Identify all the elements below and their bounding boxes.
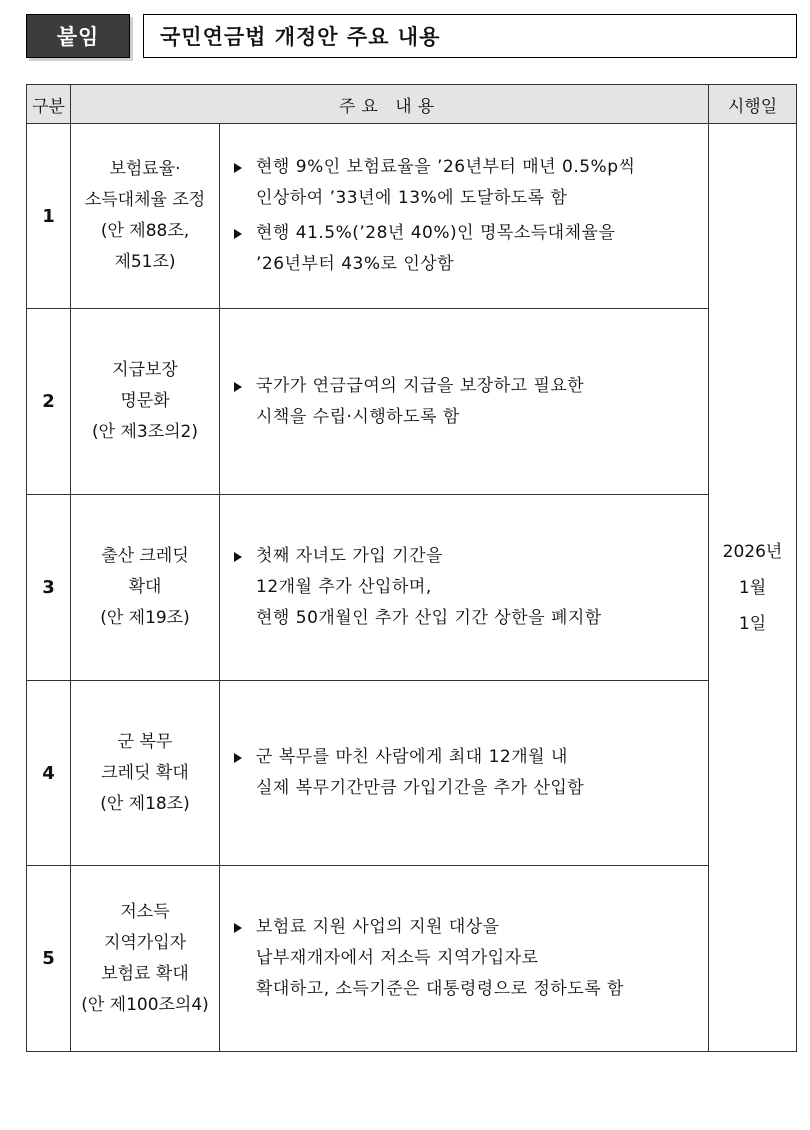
- row-item: [71, 495, 220, 681]
- table-header-row: [27, 85, 797, 124]
- row-number: 1: [27, 124, 71, 309]
- amendment-table: [26, 84, 797, 1052]
- bullet-line: 시책을 수립·시행하도록 함: [256, 406, 460, 427]
- table-row: [27, 681, 797, 866]
- column-header-content: 주요 내용: [71, 85, 709, 124]
- bullet-line: 현행 41.5%(’28년 40%)인 명목소득대체율을: [256, 223, 616, 243]
- triangle-bullet-icon: [234, 552, 242, 562]
- row-item: [71, 124, 220, 309]
- item-line: 보험료 확대: [101, 963, 189, 984]
- effective-date-month: 1월: [738, 577, 767, 598]
- row-item: [71, 681, 220, 866]
- bullet-line: ’26년부터 43%로 인상함: [256, 254, 455, 274]
- item-line: (안 제88조,: [100, 221, 190, 241]
- row-number: 4: [27, 681, 71, 866]
- triangle-bullet-icon: [234, 753, 242, 763]
- row-content: [220, 124, 709, 309]
- item-line: 지역가입자: [103, 932, 187, 953]
- content-bullet: [234, 218, 698, 280]
- column-header-effective-date: 시행일: [709, 85, 797, 124]
- item-line: 지급보장: [112, 360, 178, 380]
- row-content: [220, 309, 709, 495]
- item-line: 소득대체율 조정: [84, 190, 206, 210]
- effective-date-year: 2026년: [722, 541, 783, 562]
- row-item: [71, 309, 220, 495]
- item-line: (안 제18조): [100, 793, 190, 814]
- item-line: 보험료율·: [109, 159, 181, 179]
- row-content: [220, 495, 709, 681]
- content-bullet: [234, 371, 698, 433]
- content-bullet: [234, 541, 698, 634]
- bullet-line: 12개월 추가 산입하며,: [256, 577, 432, 597]
- item-line: 저소득: [120, 901, 170, 922]
- bullet-line: 국가가 연금급여의 지급을 보장하고 필요한: [256, 375, 585, 396]
- item-line: 군 복무: [117, 731, 173, 752]
- row-item: [71, 866, 220, 1052]
- item-line: (안 제100조의4): [81, 994, 209, 1015]
- attachment-badge: 붙임: [26, 14, 130, 58]
- row-content: [220, 681, 709, 866]
- content-bullet: [234, 912, 698, 1005]
- table-row: [27, 495, 797, 681]
- document-title: 국민연금법 개정안 주요 내용: [143, 14, 797, 58]
- bullet-line: 현행 9%인 보험료율을 ’26년부터 매년 0.5%p씩: [256, 157, 636, 177]
- effective-date: [709, 124, 797, 1052]
- table-row: [27, 309, 797, 495]
- item-line: 제51조): [114, 252, 176, 272]
- bullet-line: 군 복무를 마친 사람에게 최대 12개월 내: [256, 747, 568, 767]
- bullet-line: 인상하여 ’33년에 13%에 도달하도록 함: [256, 188, 568, 208]
- table-row: [27, 866, 797, 1052]
- content-bullet: [234, 152, 698, 214]
- item-line: 확대: [128, 577, 162, 597]
- row-number: 5: [27, 866, 71, 1052]
- column-header-category: 구분: [27, 85, 71, 124]
- item-line: (안 제3조의2): [92, 422, 198, 442]
- bullet-line: 현행 50개월인 추가 산입 기간 상한을 폐지함: [256, 608, 602, 628]
- triangle-bullet-icon: [234, 382, 242, 392]
- content-bullet: [234, 742, 698, 804]
- item-line: (안 제19조): [100, 608, 190, 628]
- bullet-line: 보험료 지원 사업의 지원 대상을: [256, 917, 500, 937]
- table-row: [27, 124, 797, 309]
- bullet-line: 첫째 자녀도 가입 기간을: [256, 546, 443, 566]
- row-number: 2: [27, 309, 71, 495]
- item-line: 출산 크레딧: [101, 546, 189, 566]
- bullet-line: 실제 복무기간만큼 가입기간을 추가 산입함: [256, 778, 585, 798]
- triangle-bullet-icon: [234, 163, 242, 173]
- row-number: 3: [27, 495, 71, 681]
- row-content: [220, 866, 709, 1052]
- bullet-line: 확대하고, 소득기준은 대통령령으로 정하도록 함: [256, 979, 624, 999]
- attachment-header: [26, 14, 797, 58]
- triangle-bullet-icon: [234, 923, 242, 933]
- bullet-line: 납부재개자에서 저소득 지역가입자로: [256, 948, 539, 968]
- item-line: 명문화: [120, 391, 170, 411]
- triangle-bullet-icon: [234, 229, 242, 239]
- effective-date-day: 1일: [738, 613, 767, 634]
- item-line: 크레딧 확대: [101, 762, 189, 783]
